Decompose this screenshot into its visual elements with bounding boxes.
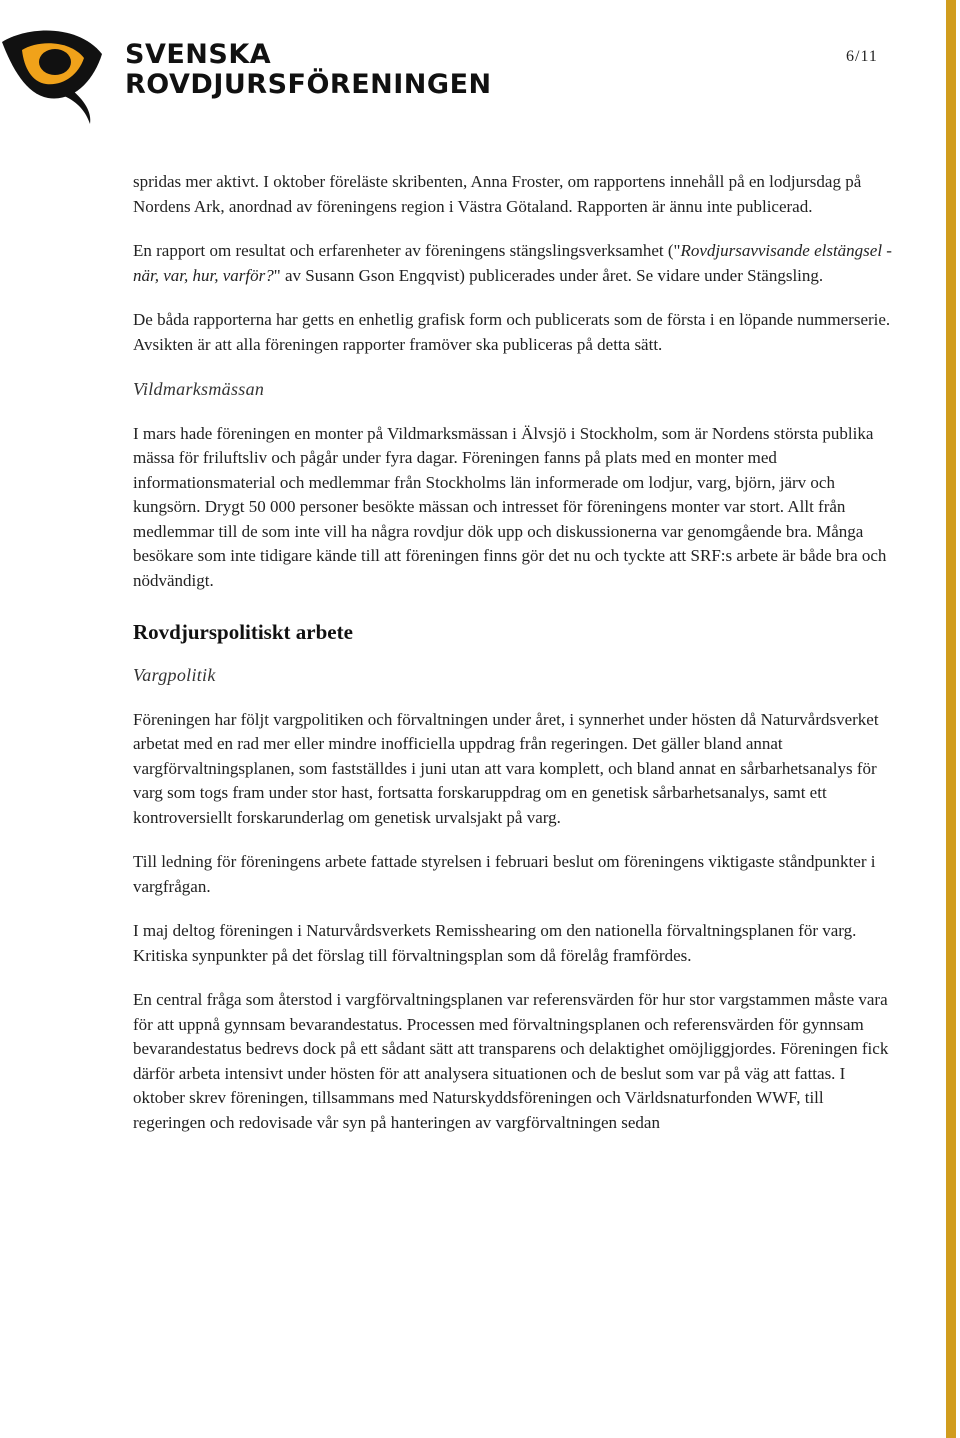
fence-report-outro: " av Susann Gson Engqvist) publicerades under året. Se vidare under Stängsling. xyxy=(273,265,824,285)
fence-report-intro: En rapport om resultat och erfarenheter av föreningens stängslingsverksamhet (" xyxy=(133,241,681,260)
owl-eye-logo-icon xyxy=(0,28,106,124)
paragraph-fence-report xyxy=(133,239,893,288)
page-header xyxy=(0,0,940,130)
paragraph-vildmarksmassan: I mars hade föreningen en monter på Vildmarksmässan i Älvsjö i Stockholm, som är Nordens största publika mässa för friluftsliv och pågår under fyra dagar. Föreningen fanns på plats med en monter med informationsmaterial och medlemmar från Stockholms län informerade om lodjur, varg, björn, järv och kungsörn. Drygt 50 000 personer besökte mässan och intresset för föreningens monter var stort. Allt från medlemmar till de som inte vill ha några rovdjur dök upp och diskussionerna var genomgående bra. Många besökare som inte tidigare kände till att föreningen finns gör det nu och tyckte att SRF:s arbete är både bra och nödvändigt. xyxy=(133,423,887,590)
fence-report-title: Rovdjursavvisande elstängsel - när, var, hur, varför? xyxy=(133,241,892,285)
subheading-vildmarksmassan: Vildmarksmässan xyxy=(133,379,265,399)
paragraph-remisshearing: I maj deltog föreningen i Naturvårdsverkets Remisshearing om den nationella förvaltningsplanen för varg. Kritiska synpunkter på det förslag till förvaltningsplan som då förelåg framfördes. xyxy=(133,921,857,965)
paragraph-vargpolitik: Föreningen har följt vargpolitiken och förvaltningen under året, i synnerhet under hösten då Naturvårdsverket arbetat med en rad mer eller mindre inofficiella uppdrag från regeringen. Det gäller bland annat vargförvaltningsplanen, som fastställdes i juni utan att vara komplett, och bland annat en sårbarhetsanalys för varg som togs fram under stor hast, fortsatta forskaruppdrag om en genetisk sårbarhetsanalys, samt ett kontroversiellt forskarunderlag om genetisk urvalsjakt på varg. xyxy=(133,709,879,827)
paragraph-report-series: De båda rapporterna har getts en enhetlig grafisk form och publicerats som de första i en löpande nummerserie. Avsikten är att alla föreningen rapporter framöver ska publiceras på detta sätt. xyxy=(133,310,891,354)
accent-side-bar xyxy=(946,0,956,1438)
paragraph-standpoints: Till ledning för föreningens arbete fattade styrelsen i februari beslut om föreningens viktigaste ståndpunkter i vargfrågan. xyxy=(133,852,876,896)
subheading-vargpolitik: Vargpolitik xyxy=(133,665,216,685)
section-heading-rovdjurspolitik: Rovdjurspolitiskt arbete xyxy=(133,620,353,644)
logo-line-1: SVENSKA xyxy=(125,39,272,70)
logo-line-2: ROVDJURSFÖRENINGEN xyxy=(125,69,492,100)
organization-logo-text xyxy=(125,40,492,100)
document-body xyxy=(133,170,893,1155)
paragraph-reference-values: En central fråga som återstod i vargförvaltningsplanen var referensvärden för hur stor vargstammen måste vara för att uppnå gynnsam bevarandestatus. Processen med förvaltningsplanen och referensvärden för gynnsam bevarandestatus bedrevs dock på ett sådant sätt att transparens och delaktighet omöjliggjordes. Föreningen fick därför arbeta intensivt under hösten för att analysera situationen och de beslut som var på väg att fattas. I oktober skrev föreningen, tillsammans med Naturskyddsföreningen och Världsnaturfonden WWF, till regeringen och redovisade vår syn på hanteringen av vargförvaltningen sedan xyxy=(133,990,889,1132)
page-number: 6/11 xyxy=(846,48,878,65)
paragraph-report-spread: spridas mer aktivt. I oktober föreläste skribenten, Anna Froster, om rapportens innehåll på en lodjursdag på Nordens Ark, anordnad av föreningens region i Västra Götaland. Rapporten är ännu inte publicerad. xyxy=(133,172,862,216)
